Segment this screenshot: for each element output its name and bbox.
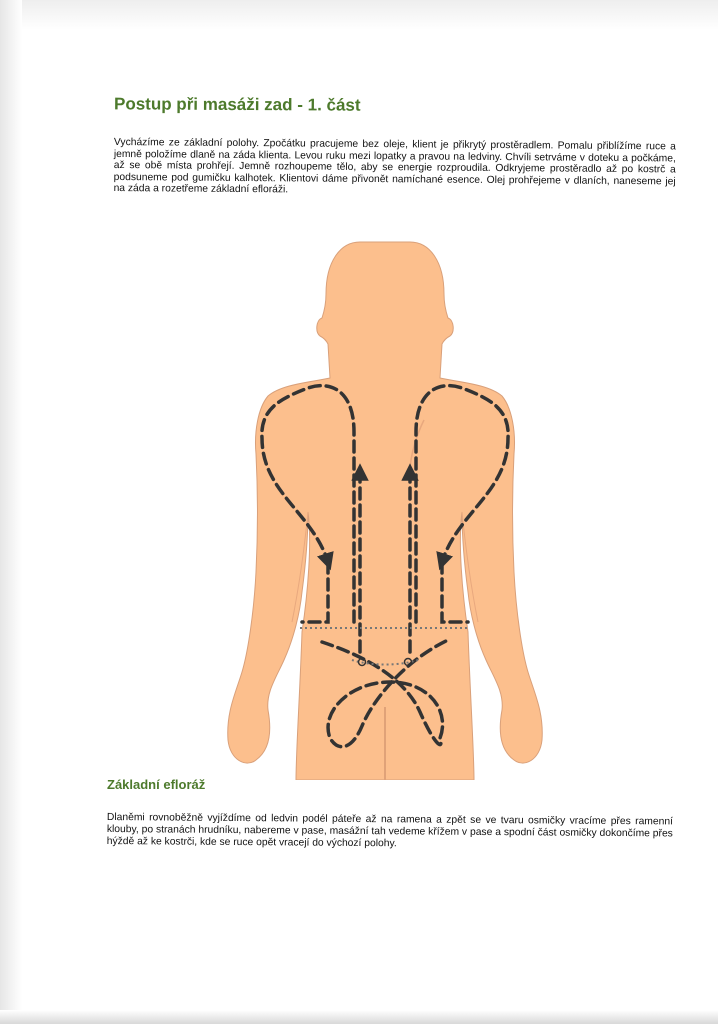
section-heading: Základní efloráž	[107, 777, 206, 792]
body-silhouette	[228, 242, 543, 780]
scan-left-shadow	[0, 0, 22, 1024]
scan-top-shadow	[0, 0, 718, 30]
intro-paragraph: Vycházíme ze základní polohy. Zpočátku pracujeme bez oleje, klient je přikrytý prostěradlem. Pomalu přiblížíme ruce a jemně položíme dlaně na záda klienta. Levou ruku mezi lopatky a pravou na ledviny. Chvíli setrváme v doteku a počkáme, až se obě místa prohřejí. Jemně rozhoupeme tělo, aby se energie rozproudila. Odkryjeme prostěradlo až po kostrč a podsuneme pod gumičku kalhotek. Klientovi dáme přivonět namíchané esence. Olej prohřejeme v dlaních, naneseme jej na záda a rozetřeme základní efloráži.	[113, 137, 676, 196]
section-paragraph: Dlaněmi rovnoběžně vyjíždíme od ledvin podél páteře až na ramena a zpět se ve tvaru osmičky vracíme přes ramenní klouby, po stranách hrudníku, nabereme v pase, masážní tah vedeme křížem v pase a spodní část osmičky dokončíme přes hýždě až ke kostrči, kde se ruce opět vracejí do výchozí polohy.	[106, 812, 673, 850]
page-title: Postup při masáži zad - 1. část	[113, 94, 361, 115]
back-massage-figure	[212, 232, 558, 780]
scan-bottom-shadow	[0, 1010, 718, 1024]
back-massage-illustration-icon	[212, 232, 558, 780]
